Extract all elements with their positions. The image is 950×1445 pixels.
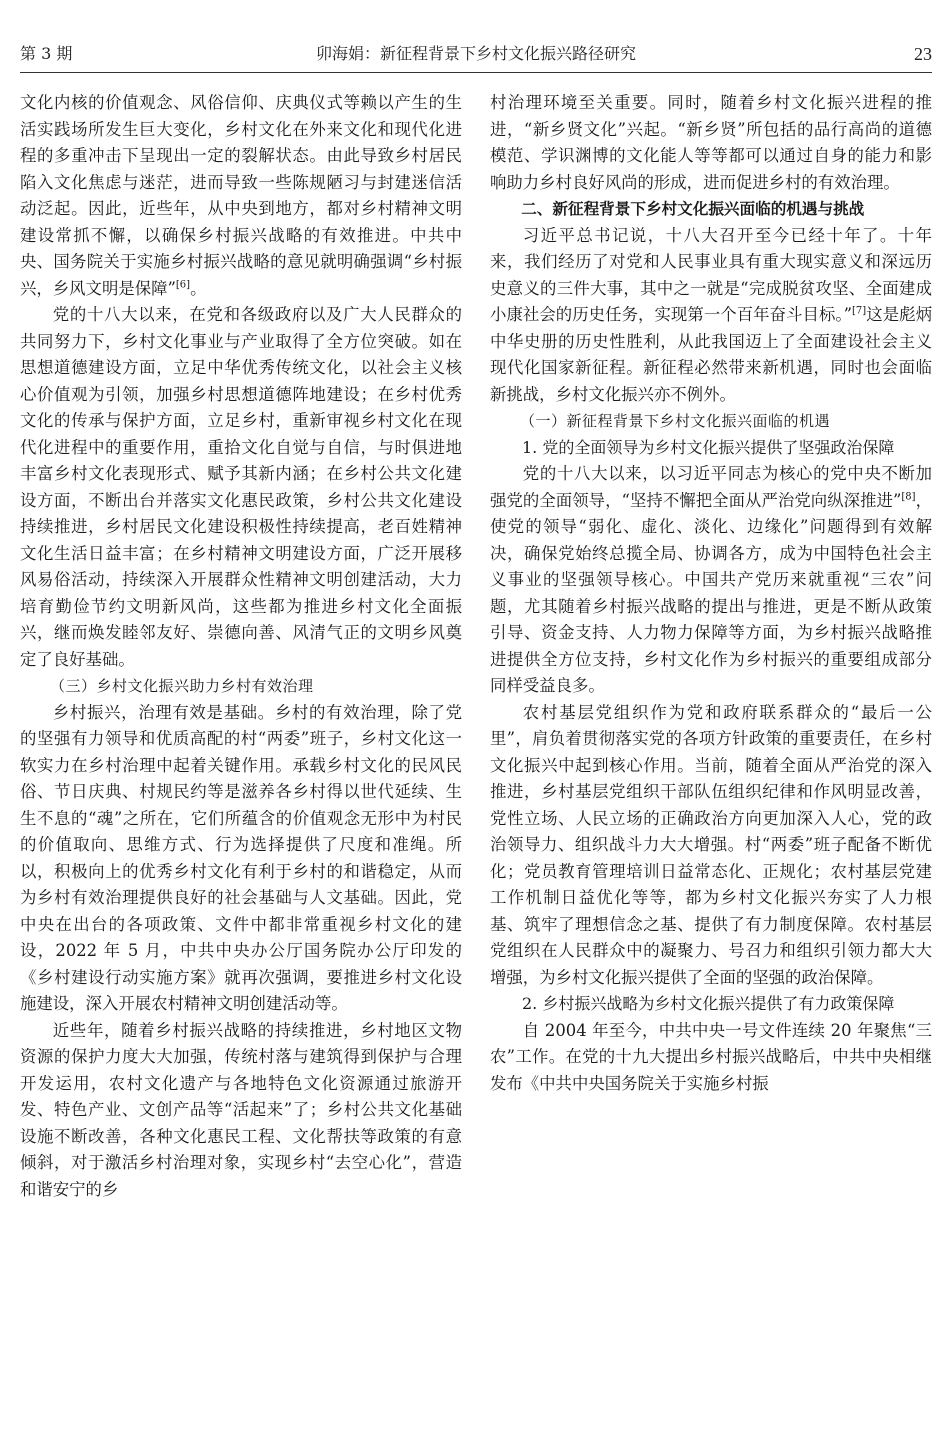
paragraph: 村治理环境至关重要。同时，随着乡村文化振兴进程的推进，“新乡贤文化”兴起。“新乡贤”所包括的品行高尚的道德模范、学识渊博的文化能人等等都可以通过自身的能力和影响助力乡村良好风尚的形成，进而促进乡村的有效治理。 [490, 93, 932, 192]
paragraph: 文化内核的价值观念、风俗信仰、庆典仪式等赖以产生的生活实践场所发生巨大变化，乡村文化在外来文化和现代化进程的多重冲击下呈现出一定的裂解状态。由此导致乡村居民陷入文化焦虑与迷茫，进而导致一些陈规陋习与封建迷信活动泛起。因此，近些年，从中央到地方，都对乡村精神文明建设常抓不懈，以确保乡村振兴战略的有效推进。中共中央、国务院关于实施乡村振兴战略的意见就明确强调“乡村振兴，乡风文明是保障”[6]。 [20, 93, 462, 298]
paragraph: 自 2004 年至今，中共中央一号文件连续 20 年聚焦“三农”工作。在党的十九大提出乡村振兴战略后，中共中央相继发布《中共中央国务院关于实施乡村振 [490, 1020, 932, 1093]
citation-ref[interactable]: [6] [175, 279, 191, 291]
paragraph: 习近平总书记说，十八大召开至今已经十年了。十年来，我们经历了对党和人民事业具有重大现实意义和深远历史意义的三件大事，其中之一就是“完成脱贫攻坚、全面建成小康社会的历史任务，实现第一个百年奋斗目标。”[7]这是彪炳中华史册的历史性胜利，从此我国迈上了全面建设社会主义现代化国家新征程。新征程必然带来新机遇，同时也会面临新挑战，乡村文化振兴亦不例外。 [490, 225, 932, 404]
paragraph: 近些年，随着乡村振兴战略的持续推进，乡村地区文物资源的保护力度大大加强，传统村落与建筑得到保护与合理开发运用，农村文化遗产与各地特色文化资源通过旅游开发、特色产业、文创产品等“活起来”了；乡村公共文化基础设施不断改善，各种文化惠民工程、文化帮扶等政策的有意倾斜，对于激活乡村治理对象，实现乡村“去空心化”，营造和谐安宁的乡 [20, 1020, 462, 1199]
running-title: 卯海娟：新征程背景下乡村文化振兴路径研究 [315, 44, 636, 63]
paragraph: 党的十八大以来，以习近平同志为核心的党中央不断加强党的全面领导，“坚持不懈把全面从严治党向纵深推进”[8]，使党的领导“弱化、虚化、淡化、边缘化”问题得到有效解决，确保党始终总揽全局、协调各方，成为中国特色社会主义事业的坚强领导核心。中国共产党历来就重视“三农”问题，尤其随着乡村振兴战略的提出与推进，更是不断从政策引导、资金支持、人力物力保障等方面，为乡村振兴战略推进提供全方位支持，乡村文化作为乡村振兴的重要组成部分同样受益良多。 [490, 464, 932, 695]
point-heading: 2. 乡村振兴战略为乡村文化振兴提供了有力政策保障 [522, 994, 895, 1013]
header-rule [20, 72, 932, 73]
section-heading: 二、新征程背景下乡村文化振兴面临的机遇与挑战 [521, 200, 865, 218]
issue-label: 第 3 期 [20, 44, 73, 63]
subsection-heading: （三）乡村文化振兴助力乡村有效治理 [50, 677, 314, 695]
point-heading: 1. 党的全面领导为乡村文化振兴提供了坚强政治保障 [522, 437, 895, 457]
citation-ref[interactable]: [7] [852, 305, 867, 317]
paragraph: 农村基层党组织作为党和政府联系群众的“最后一公里”，肩负着贯彻落实党的各项方针政策的重要责任，在乡村文化振兴中起到核心作用。当前，随着全面从严治党的深入推进，乡村基层党组织干部队伍组织纪律和作风明显改善，党性立场、人民立场的正确政治方向更加深入人心，党的政治领导力、组织战斗力大大增强。村“两委”班子配备不断优化；党员教育管理培训日益常态化、正规化；农村基层党建工作机制日益优化等等，都为乡村文化振兴夯实了人力根基、筑牢了理想信念之基、提供了有力制度保障。农村基层党组织在人民群众中的凝聚力、号召力和组织引领力都大大增强，为乡村文化振兴提供了全面的坚强的政治保障。 [490, 702, 932, 987]
subsection-heading: （一）新征程背景下乡村文化振兴面临的机遇 [520, 412, 831, 430]
running-header [20, 38, 932, 70]
left-column [20, 90, 462, 1435]
citation-ref[interactable]: [8] [901, 491, 916, 503]
page-number: 23 [914, 44, 932, 64]
right-column [490, 90, 932, 1435]
paragraph: 党的十八大以来，在党和各级政府以及广大人民群众的共同努力下，乡村文化事业与产业取得了全方位突破。如在思想道德建设方面，立足中华优秀传统文化，以社会主义核心价值观为引领，加强乡村思想道德阵地建设；在乡村优秀文化的传承与保护方面，立足乡村，重新审视乡村文化在现代化进程中的重要作用，重拾文化自觉与自信，与时俱进地丰富乡村文化表现形式、赋予其新内涵；在乡村公共文化建设方面，不断出台并落实文化惠民政策，乡村公共文化建设持续推进，乡村居民文化建设积极性持续提高，老百姓精神文化生活日益丰富；在乡村精神文明建设方面，广泛开展移风易俗活动，持续深入开展群众性精神文明创建活动，大力培育勤俭节约文明新风尚，这些都为推进乡村文化全面振兴，继而焕发睦邻友好、崇德向善、风清气正的文明乡风奠定了良好基础。 [20, 305, 462, 669]
paragraph: 乡村振兴，治理有效是基础。乡村的有效治理，除了党的坚强有力领导和优质高配的村“两委”班子，乡村文化这一软实力在乡村治理中起着关键作用。承载乡村文化的民风民俗、节日庆典、村规民约等是滋养各乡村得以世代延续、生生不息的“魂”之所在，它们所蕴含的价值观念无形中为村民的价值取向、思维方式、行为选择提供了尺度和准绳。所以，积极向上的优秀乡村文化有利于乡村的和谐稳定，从而为乡村有效治理提供良好的社会基础与人文基础。因此，党中央在出台的各项政策、文件中都非常重视乡村文化的建设，2022 年 5 月，中共中央办公厅国务院办公厅印发的《乡村建设行动实施方案》就再次强调，要推进乡村文化设施建设，深入开展农村精神文明创建活动等。 [20, 702, 462, 1013]
